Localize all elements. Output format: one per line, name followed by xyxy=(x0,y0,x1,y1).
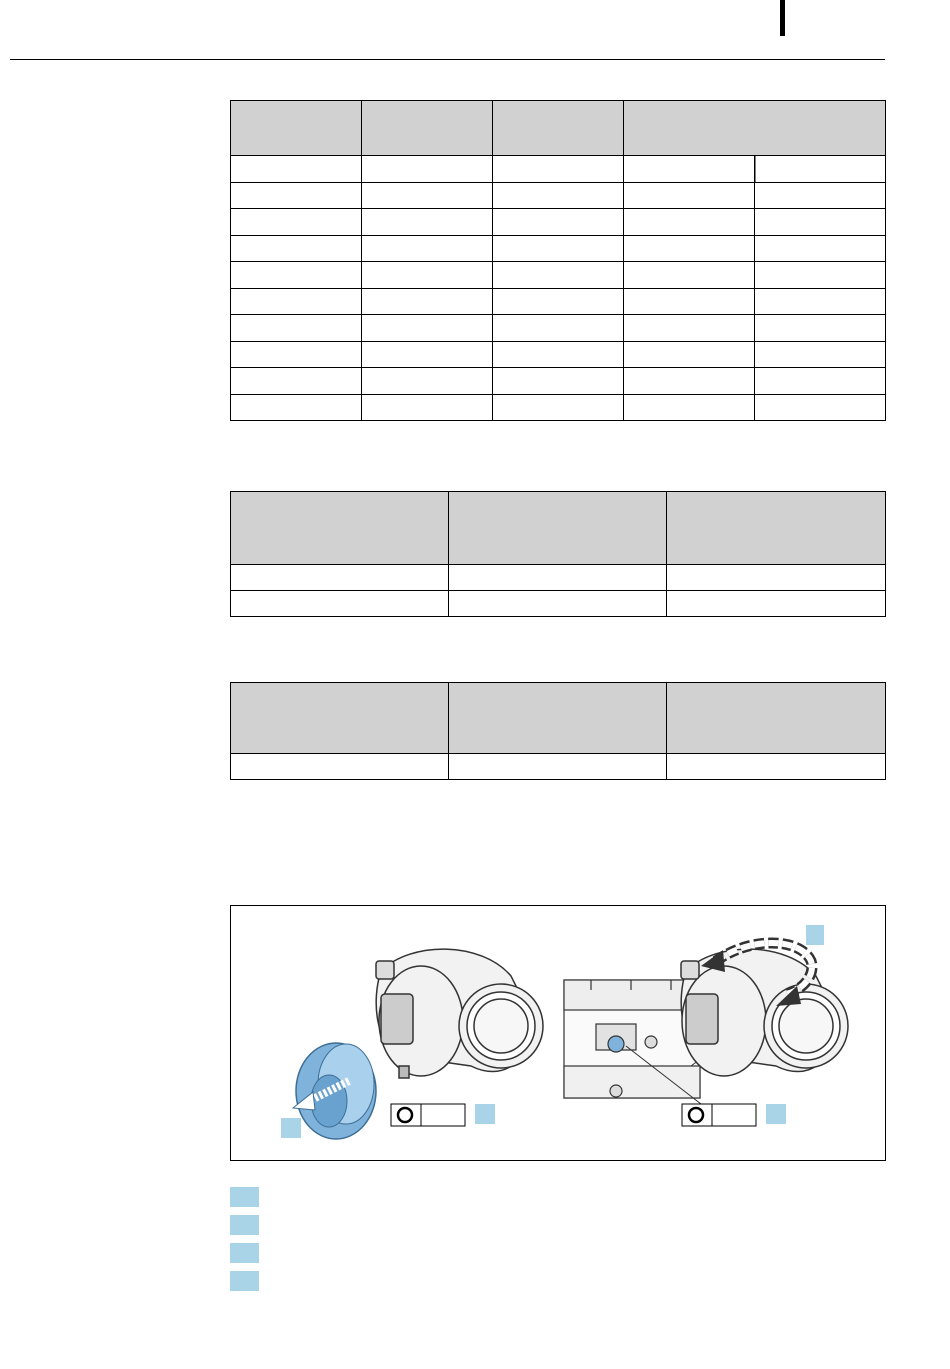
table-2-header-cell xyxy=(667,492,886,565)
legend-marker xyxy=(230,1243,259,1263)
table-1-cell xyxy=(755,288,886,315)
securing-clamp-detail-icon xyxy=(564,980,700,1098)
table-1 xyxy=(230,100,886,421)
table-1-cell xyxy=(624,262,755,289)
table-3-cell xyxy=(449,754,667,780)
table-2-header-cell xyxy=(449,492,667,565)
table-1-cell xyxy=(362,315,493,342)
table-1-header-cell xyxy=(231,101,362,156)
table-2-cell xyxy=(449,565,667,591)
table-2 xyxy=(230,491,886,617)
table-1-cell xyxy=(755,315,886,342)
table-3-header-row xyxy=(231,683,886,754)
table-2-cell xyxy=(667,565,886,591)
table-1-cell xyxy=(755,368,886,395)
page-corner-marker xyxy=(780,0,785,36)
table-1-header-cell xyxy=(362,101,493,156)
table-1-cell xyxy=(755,182,886,209)
table-1-row xyxy=(231,315,886,342)
table-1-row xyxy=(231,341,886,368)
table-1-cell xyxy=(362,394,493,421)
table-1-cell xyxy=(755,394,886,421)
table-1-row xyxy=(231,288,886,315)
table-1-cell xyxy=(624,315,755,342)
transmitter-housing-icon xyxy=(376,949,543,1078)
table-2-cell xyxy=(231,565,449,591)
table-1-cell xyxy=(362,288,493,315)
legend-marker xyxy=(230,1187,259,1207)
header-subdivider xyxy=(624,128,886,183)
table-1-cell xyxy=(755,209,886,236)
table-1-cell xyxy=(624,209,755,236)
figure-legend xyxy=(230,1187,259,1299)
table-3-header-cell xyxy=(231,683,449,754)
table-2-cell xyxy=(449,591,667,617)
table-1-row xyxy=(231,262,886,289)
table-1-cell xyxy=(755,235,886,262)
table-1-row xyxy=(231,182,886,209)
table-1-header-group-cell xyxy=(624,101,886,156)
table-1-cell xyxy=(493,262,624,289)
table-3-body xyxy=(231,754,886,780)
table-1-cell xyxy=(624,182,755,209)
table-1-cell xyxy=(362,209,493,236)
table-1-row xyxy=(231,235,886,262)
table-3 xyxy=(230,682,886,780)
table-3-cell xyxy=(231,754,449,780)
callout-marker xyxy=(806,925,824,945)
table-1-row xyxy=(231,394,886,421)
table-1-cell xyxy=(755,341,886,368)
table-1-cell xyxy=(755,262,886,289)
table-1-cell xyxy=(231,235,362,262)
table-1-cell xyxy=(362,156,493,183)
table-1-cell xyxy=(493,209,624,236)
table-1-cell xyxy=(231,182,362,209)
table-3-header-cell xyxy=(449,683,667,754)
table-1-cell xyxy=(362,235,493,262)
table-2-row xyxy=(231,565,886,591)
hex-key-icon xyxy=(682,1104,756,1126)
table-2-header-cell xyxy=(231,492,449,565)
callout-marker xyxy=(475,1104,495,1124)
table-1-cell xyxy=(231,262,362,289)
table-1-cell xyxy=(362,262,493,289)
table-1-cell xyxy=(362,368,493,395)
table-1-cell xyxy=(624,235,755,262)
table-1-cell xyxy=(231,368,362,395)
table-1-cell xyxy=(493,368,624,395)
table-1-row xyxy=(231,209,886,236)
legend-marker xyxy=(230,1271,259,1291)
housing-illustration xyxy=(231,906,885,1160)
callout-marker xyxy=(281,1118,301,1138)
table-1-cell xyxy=(493,341,624,368)
table-1-body xyxy=(231,156,886,421)
housing-figure xyxy=(230,905,886,1161)
table-2-cell xyxy=(667,591,886,617)
table-1-cell xyxy=(231,315,362,342)
table-1-cell xyxy=(493,156,624,183)
table-1-cell xyxy=(493,315,624,342)
table-1-cell xyxy=(493,182,624,209)
table-2-body xyxy=(231,565,886,617)
table-1-cell xyxy=(231,156,362,183)
table-1-cell xyxy=(624,368,755,395)
transmitter-housing-rotated-icon xyxy=(681,949,848,1076)
table-1-cell xyxy=(624,288,755,315)
table-3-header-cell xyxy=(667,683,886,754)
table-2-header-row xyxy=(231,492,886,565)
table-1-cell xyxy=(231,288,362,315)
table-2-cell xyxy=(231,591,449,617)
header-rule xyxy=(10,59,885,60)
table-1-cell xyxy=(362,182,493,209)
table-1-cell xyxy=(624,394,755,421)
table-2-row xyxy=(231,591,886,617)
table-1-cell xyxy=(231,341,362,368)
table-1-cell xyxy=(231,394,362,421)
table-1-cell xyxy=(493,394,624,421)
table-3-row xyxy=(231,754,886,780)
legend-marker xyxy=(230,1215,259,1235)
table-1-cell xyxy=(493,288,624,315)
table-3-cell xyxy=(667,754,886,780)
callout-marker xyxy=(766,1104,786,1124)
table-1-cell xyxy=(362,341,493,368)
table-1-cell xyxy=(231,209,362,236)
table-1-row xyxy=(231,368,886,395)
table-1-header-row xyxy=(231,101,886,156)
table-1-cell xyxy=(624,341,755,368)
table-1-header-cell xyxy=(493,101,624,156)
hex-key-icon xyxy=(391,1104,465,1126)
table-1-cell xyxy=(493,235,624,262)
